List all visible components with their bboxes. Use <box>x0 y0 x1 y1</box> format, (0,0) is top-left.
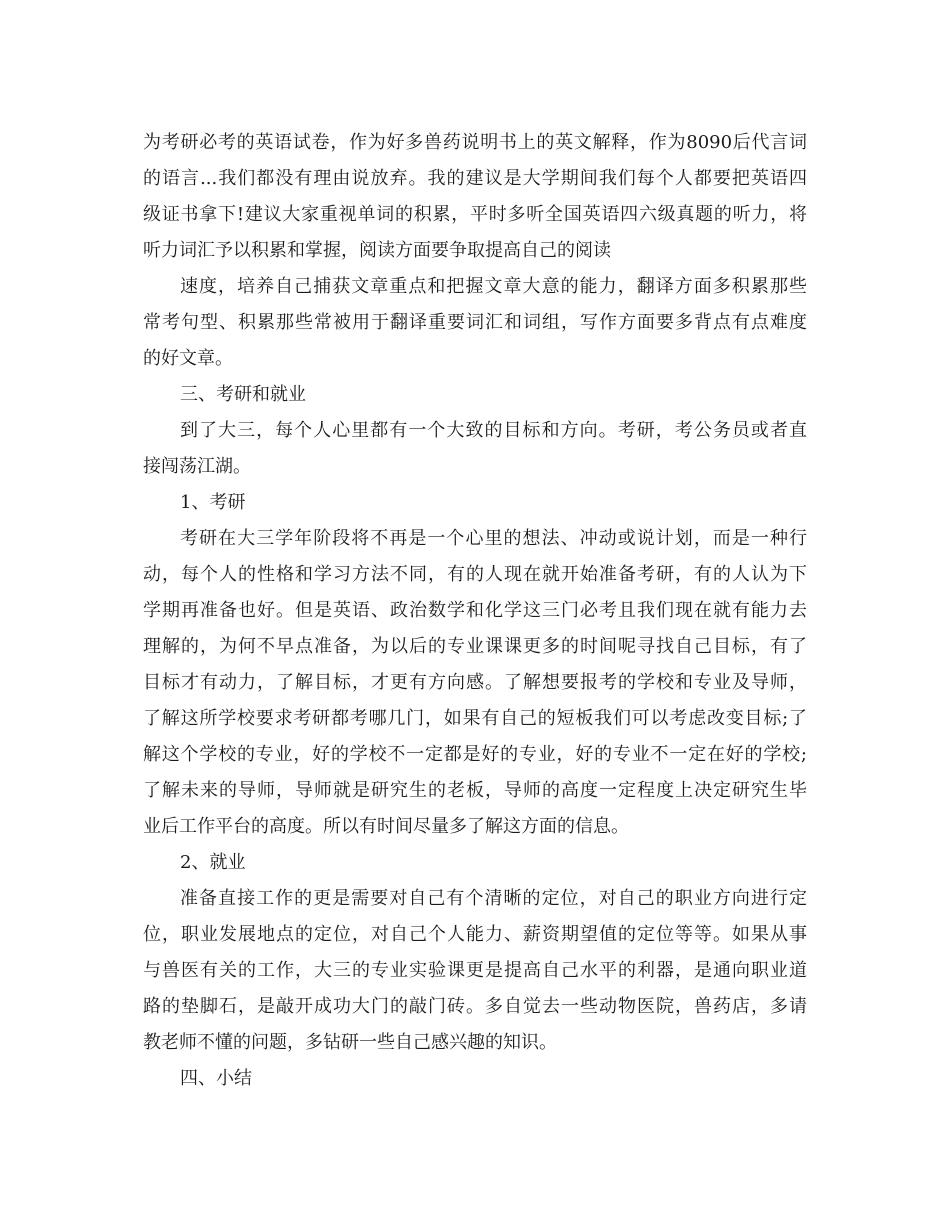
body-text-line: 理解的，为何不早点准备，为以后的专业课课更多的时间呢寻找自己目标，有了 <box>143 636 807 657</box>
body-text-line: 了解未来的导师，导师就是研究生的老板，导师的高度一定程度上决定研究生毕 <box>143 780 807 801</box>
body-text-line: 准备直接工作的更是需要对自己有个清晰的定位，对自己的职业方向进行定 <box>180 888 807 909</box>
body-text-line: 听力词汇予以积累和掌握，阅读方面要争取提高自己的阅读 <box>143 240 611 261</box>
body-text-line: 动，每个人的性格和学习方法不同，有的人现在就开始准备考研，有的人认为下 <box>143 564 807 585</box>
section-heading: 四、小结 <box>180 1068 252 1089</box>
body-text-line: 考研在大三学年阶段将不再是一个心里的想法、冲动或说计划，而是一种行 <box>180 528 807 549</box>
body-text-line: 速度，培养自己捕获文章重点和把握文章大意的能力，翻译方面多积累那些 <box>180 276 807 297</box>
body-text-line: 的语言...我们都没有理由说放弃。我的建议是大学期间我们每个人都要把英语四 <box>143 168 807 189</box>
body-text-line: 解这个学校的专业，好的学校不一定都是好的专业，好的专业不一定在好的学校; <box>143 744 807 765</box>
body-text-line: 教老师不懂的问题，多钻研一些自己感兴趣的知识。 <box>143 1032 557 1053</box>
section-heading: 三、考研和就业 <box>180 384 306 405</box>
body-text-line: 常考句型、积累那些常被用于翻译重要词汇和词组，写作方面要多背点有点难度 <box>143 312 807 333</box>
subsection-heading: 2、就业 <box>180 852 246 873</box>
body-text-line: 到了大三，每个人心里都有一个大致的目标和方向。考研，考公务员或者直 <box>180 420 807 441</box>
body-text-line: 学期再准备也好。但是英语、政治数学和化学这三门必考且我们现在就有能力去 <box>143 600 807 621</box>
body-text-line: 的好文章。 <box>143 348 233 369</box>
body-text-line: 了解这所学校要求考研都考哪几门，如果有自己的短板我们可以考虑改变目标;了 <box>143 708 807 729</box>
body-text-line: 接闯荡江湖。 <box>143 456 251 477</box>
body-text-line: 级证书拿下!建议大家重视单词的积累，平时多听全国英语四六级真题的听力，将 <box>143 204 807 225</box>
body-text-line: 路的垫脚石，是敲开成功大门的敲门砖。多自觉去一些动物医院，兽药店，多请 <box>143 996 807 1017</box>
body-text-line: 目标才有动力，了解目标，才更有方向感。了解想要报考的学校和专业及导师， <box>143 672 807 693</box>
body-text-line: 业后工作平台的高度。所以有时间尽量多了解这方面的信息。 <box>143 816 629 837</box>
body-text-line: 为考研必考的英语试卷，作为好多兽药说明书上的英文解释，作为8090后代言词 <box>143 132 807 153</box>
body-text-line: 位，职业发展地点的定位，对自己个人能力、薪资期望值的定位等等。如果从事 <box>143 924 807 945</box>
subsection-heading: 1、考研 <box>180 492 246 513</box>
body-text-line: 与兽医有关的工作，大三的专业实验课更是提高自己水平的利器，是通向职业道 <box>143 960 807 981</box>
